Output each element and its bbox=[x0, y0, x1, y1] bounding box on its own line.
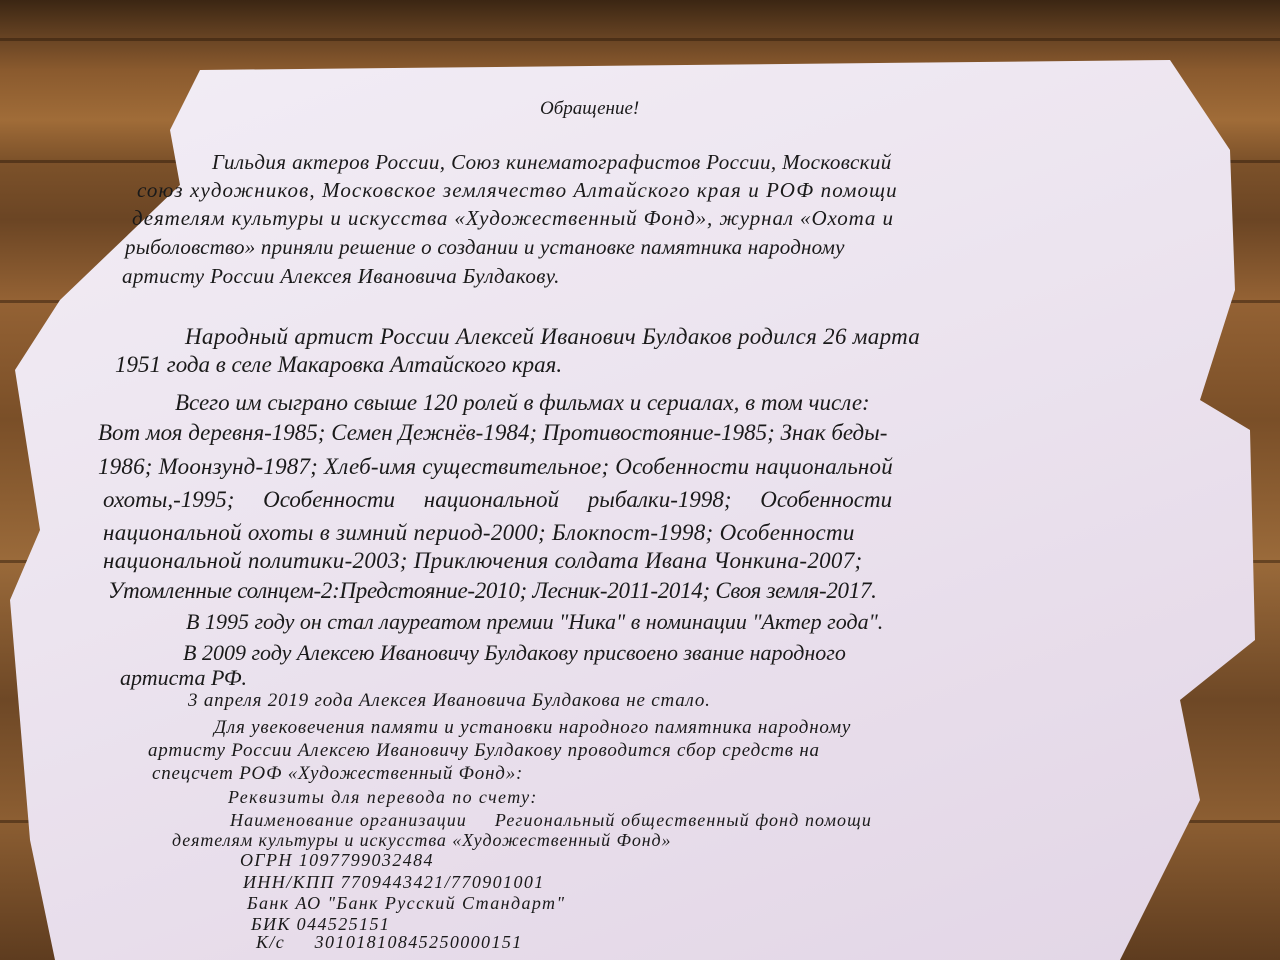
notice-line: В 2009 году Алексею Ивановичу Булдакову присвоено звание народного bbox=[183, 640, 846, 665]
bik-line: БИК 044525151 bbox=[251, 914, 391, 934]
notice-line: рыболовство» приняли решение о создании и установке памятника народному bbox=[125, 235, 845, 259]
bank-line: Банк АО "Банк Русский Стандарт" bbox=[247, 893, 566, 913]
notice-line: национальной охоты в зимний период-2000; Блокпост-1998; Особенности bbox=[103, 520, 855, 545]
notice-line: артисту России Алексея Ивановича Булдакову. bbox=[122, 264, 560, 288]
notice-line: Вот моя деревня-1985; Семен Дежнёв-1984; Противостояние-1985; Знак беды- bbox=[98, 420, 888, 445]
notice-line: национальной политики-2003; Приключения солдата Ивана Чонкина-2007; bbox=[103, 548, 863, 573]
notice-line: деятелям культуры и искусства «Художественный Фонд», журнал «Охота и bbox=[132, 206, 894, 230]
notice-line: Гильдия актеров России, Союз кинематографистов России, Московский bbox=[212, 150, 892, 174]
notice-line: охоты,-1995; Особенности национальной рыбалки-1998; Особенности bbox=[103, 487, 893, 512]
notice-line: 3 апреля 2019 года Алексея Ивановича Булдакова не стало. bbox=[188, 690, 711, 711]
notice-line: Для увековечения памяти и установки народного памятника народному bbox=[214, 717, 852, 738]
requisites-line: Наименование организации Региональный общественный фонд помощи bbox=[230, 810, 872, 830]
ogrn-line: ОГРН 1097799032484 bbox=[240, 850, 434, 870]
notice-line: 1986; Моонзунд-1987; Хлеб-имя существительное; Особенности национальной bbox=[98, 454, 893, 479]
notice-line: 1951 года в селе Макаровка Алтайского края. bbox=[115, 352, 563, 377]
notice-line: артисту России Алексею Ивановичу Булдакову проводится сбор средств на bbox=[148, 740, 820, 761]
notice-line: артиста РФ. bbox=[120, 665, 248, 690]
notice-title: Обращение! bbox=[540, 98, 640, 119]
notice-line: Всего им сыграно свыше 120 ролей в фильмах и сериалах, в том числе: bbox=[175, 390, 870, 415]
inn-kpp-line: ИНН/КПП 7709443421/770901001 bbox=[243, 872, 545, 892]
requisites-heading: Реквизиты для перевода по счету: bbox=[228, 787, 538, 807]
notice-line: Утомленные солнцем-2:Предстояние-2010; Лесник-2011-2014; Своя земля-2017. bbox=[108, 578, 877, 603]
notice-line: В 1995 году он стал лауреатом премии "Ника" в номинации "Актер года". bbox=[186, 609, 884, 634]
requisites-line: деятелям культуры и искусства «Художественный Фонд» bbox=[172, 830, 672, 850]
notice-line: Народный артист России Алексей Иванович Булдаков родился 26 марта bbox=[185, 324, 921, 349]
notice-line: союз художников, Московское землячество Алтайского края и РОФ помощи bbox=[137, 178, 898, 202]
corr-account-line: К/с 30101810845250000151 bbox=[256, 932, 523, 952]
notice-line: спецсчет РОФ «Художественный Фонд»: bbox=[152, 763, 524, 784]
